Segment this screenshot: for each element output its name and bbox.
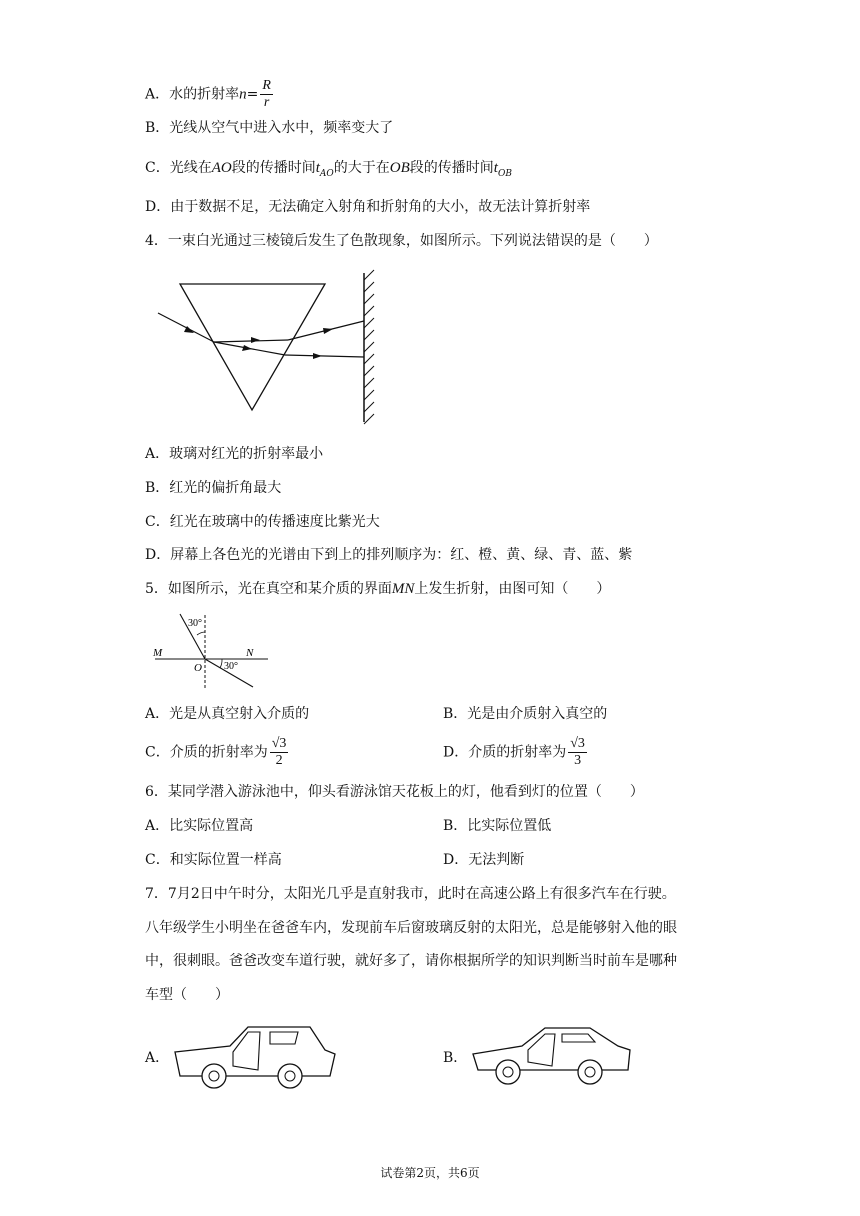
angle-arc-bottom xyxy=(220,659,222,668)
arrow-icon xyxy=(323,328,333,334)
arrow-icon xyxy=(251,337,260,343)
q4-option-c: C．红光在玻璃中的传播速度比紫光大 xyxy=(145,514,380,530)
q7-option-a-label: A． xyxy=(145,1050,170,1066)
q7-option-b-label: B． xyxy=(443,1050,468,1066)
interface-mn: MN xyxy=(391,581,415,597)
option-text: 段的传播时间 xyxy=(409,160,494,176)
option-text: A．水的折射率 xyxy=(145,86,240,103)
exit-ray-lower xyxy=(285,355,364,357)
fraction-r-over-r xyxy=(260,78,273,111)
q7-stem-line1: 7．7月2日中午时分，太阳光几乎是直射我市，此时在高速公路上有很多汽车在行驶。 xyxy=(145,886,676,902)
q5-stem xyxy=(145,579,610,599)
q3-option-b: B．光线从空气中进入水中，频率变大了 xyxy=(145,120,394,136)
q4-option-a: A．玻璃对红光的折射率最小 xyxy=(145,446,324,462)
q3-option-a xyxy=(145,78,273,111)
car-sports-sloped-icon xyxy=(470,1022,640,1088)
arrow-icon xyxy=(313,353,322,359)
car-sedan-upright-icon xyxy=(170,1022,340,1088)
q5-option-b: B．光是由介质射入真空的 xyxy=(443,706,608,722)
fraction-sqrt3-over-2 xyxy=(270,736,289,769)
label-m: M xyxy=(153,647,163,659)
angle-arc-top xyxy=(197,632,205,635)
fraction-sqrt3-over-3 xyxy=(568,736,587,769)
option-text: 段的传播时间 xyxy=(231,160,316,176)
variable-t: t xyxy=(493,160,498,176)
angle-label-bottom: 30° xyxy=(224,661,238,672)
q6-option-d: D．无法判断 xyxy=(443,852,525,868)
stem-text: 上发生折射，由图可知（ ） xyxy=(414,581,611,597)
q4-option-d: D．屏幕上各色光的光谱由下到上的排列顺序为：红、橙、黄、绿、青、蓝、紫 xyxy=(145,547,633,563)
q5-option-c xyxy=(145,736,288,769)
subscript-ob: OB xyxy=(497,169,512,179)
q7-stem-line4: 车型（ ） xyxy=(145,987,229,1003)
option-text: C．介质的折射率为 xyxy=(145,744,268,761)
option-text: C．光线在 xyxy=(145,160,212,176)
label-n: N xyxy=(246,647,254,659)
prism-triangle xyxy=(180,284,325,410)
q3-option-c xyxy=(145,158,512,184)
equals-sign: = xyxy=(246,86,259,103)
numerator: √3 xyxy=(271,736,287,751)
variable-t: t xyxy=(315,160,320,176)
label-o: O xyxy=(194,662,202,674)
q5-option-a: A．光是从真空射入介质的 xyxy=(145,706,310,722)
q5-option-d xyxy=(443,736,587,769)
segment-ob: OB xyxy=(389,160,410,176)
denominator: r xyxy=(263,95,270,110)
stem-text: 5．如图所示，光在真空和某介质的界面 xyxy=(145,581,392,597)
prism-dispersion-figure xyxy=(150,270,390,430)
q6-option-c: C．和实际位置一样高 xyxy=(145,852,282,868)
q4-stem: 4．一束白光通过三棱镜后发生了色散现象，如图所示。下列说法错误的是（ ） xyxy=(145,233,658,249)
screen-hatching xyxy=(364,270,374,424)
denominator: 3 xyxy=(574,753,582,768)
q6-option-b: B．比实际位置低 xyxy=(443,818,552,834)
q6-option-a: A．比实际位置高 xyxy=(145,818,254,834)
q4-option-b: B．红光的偏折角最大 xyxy=(145,480,282,496)
subscript-ao: AO xyxy=(319,169,334,179)
variable-n: n xyxy=(239,86,247,103)
arrow-icon xyxy=(242,345,252,351)
denominator: 2 xyxy=(275,753,283,768)
option-text: D．介质的折射率为 xyxy=(443,744,567,761)
page-footer: 试卷第2页，共6页 xyxy=(380,1166,480,1180)
numerator: √3 xyxy=(570,736,585,751)
q7-stem-line3: 中，很刺眼。爸爸改变车道行驶，就好多了，请你根据所学的知识判断当时前车是哪种 xyxy=(145,953,677,969)
q3-option-d: D．由于数据不足，无法确定入射角和折射角的大小，故无法计算折射率 xyxy=(145,199,591,215)
q6-stem: 6．某同学潜入游泳池中，仰头看游泳馆天花板上的灯，他看到灯的位置（ ） xyxy=(145,784,644,800)
refraction-figure xyxy=(150,612,275,692)
q7-stem-line2: 八年级学生小明坐在爸爸车内，发现前车后窗玻璃反射的太阳光，总是能够射入他的眼 xyxy=(145,920,677,936)
angle-label-top: 30° xyxy=(188,618,202,629)
segment-ao: AO xyxy=(211,160,232,176)
option-text: 的大于在 xyxy=(333,160,390,176)
numerator: R xyxy=(262,78,271,93)
